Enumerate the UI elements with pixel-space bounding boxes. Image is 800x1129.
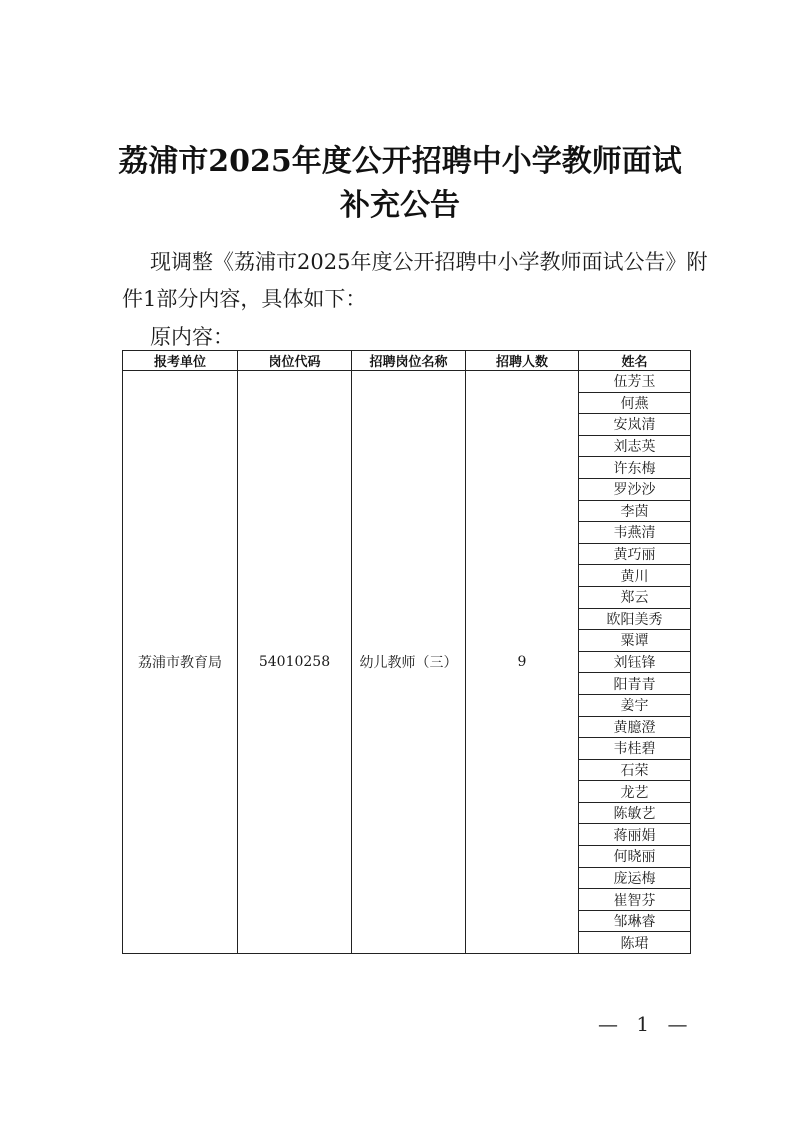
- recruit-count-cell: 9: [466, 371, 579, 954]
- candidate-name-cell: 刘钰锋: [579, 651, 691, 673]
- candidate-name-cell: 罗沙沙: [579, 478, 691, 500]
- candidate-name-cell: 李茵: [579, 500, 691, 522]
- candidate-name-cell: 蒋丽娟: [579, 824, 691, 846]
- candidate-name-cell: 龙艺: [579, 781, 691, 803]
- candidate-name-cell: 陈敏艺: [579, 802, 691, 824]
- candidate-name-cell: 欧阳美秀: [579, 608, 691, 630]
- position-code-cell: 54010258: [238, 371, 352, 954]
- position-name-cell: 幼儿教师（三）: [352, 371, 466, 954]
- candidate-name-cell: 黄川: [579, 565, 691, 587]
- unit-cell: 荔浦市教育局: [123, 371, 238, 954]
- candidate-name-cell: 姜宇: [579, 694, 691, 716]
- intro-paragraph-line1: 现调整《荔浦市2025年度公开招聘中小学教师面试公告》附: [150, 250, 708, 274]
- candidate-name-cell: 许东梅: [579, 457, 691, 479]
- candidate-name-cell: 黄巧丽: [579, 543, 691, 565]
- candidate-name-cell: 刘志英: [579, 435, 691, 457]
- table-body: [123, 371, 691, 954]
- original-content-label: 原内容：: [150, 325, 234, 349]
- intro-paragraph-line2: 件1部分内容，具体如下：: [122, 287, 367, 311]
- candidate-name-cell: 石荣: [579, 759, 691, 781]
- page-number: — 1 —: [598, 1012, 694, 1036]
- candidate-name-cell: 韦燕清: [579, 522, 691, 544]
- candidate-name-cell: 庞运梅: [579, 867, 691, 889]
- document-title-line1: 荔浦市2025年度公开招聘中小学教师面试: [118, 144, 682, 179]
- candidate-name-cell: 黄臆澄: [579, 716, 691, 738]
- candidate-name-cell: 阳青青: [579, 673, 691, 695]
- table-row: [123, 371, 691, 393]
- candidate-name-cell: 伍芳玉: [579, 371, 691, 393]
- candidate-name-cell: 安岚清: [579, 414, 691, 436]
- candidate-table: [122, 350, 691, 954]
- candidate-name-cell: 韦桂碧: [579, 738, 691, 760]
- header-position-name: 招聘岗位名称: [352, 351, 466, 371]
- candidate-name-cell: 何燕: [579, 392, 691, 414]
- table-header-row: [123, 351, 691, 371]
- header-recruit-count: 招聘人数: [466, 351, 579, 371]
- candidate-name-cell: 崔智芬: [579, 889, 691, 911]
- candidate-name-cell: 郑云: [579, 586, 691, 608]
- candidate-name-cell: 陈珺: [579, 932, 691, 954]
- candidate-name-cell: 粟谭: [579, 630, 691, 652]
- header-name: 姓名: [579, 351, 691, 371]
- header-unit: 报考单位: [123, 351, 238, 371]
- document-title-line2: 补充公告: [340, 188, 460, 223]
- header-position-code: 岗位代码: [238, 351, 352, 371]
- candidate-name-cell: 邹琳睿: [579, 910, 691, 932]
- candidate-name-cell: 何晓丽: [579, 846, 691, 868]
